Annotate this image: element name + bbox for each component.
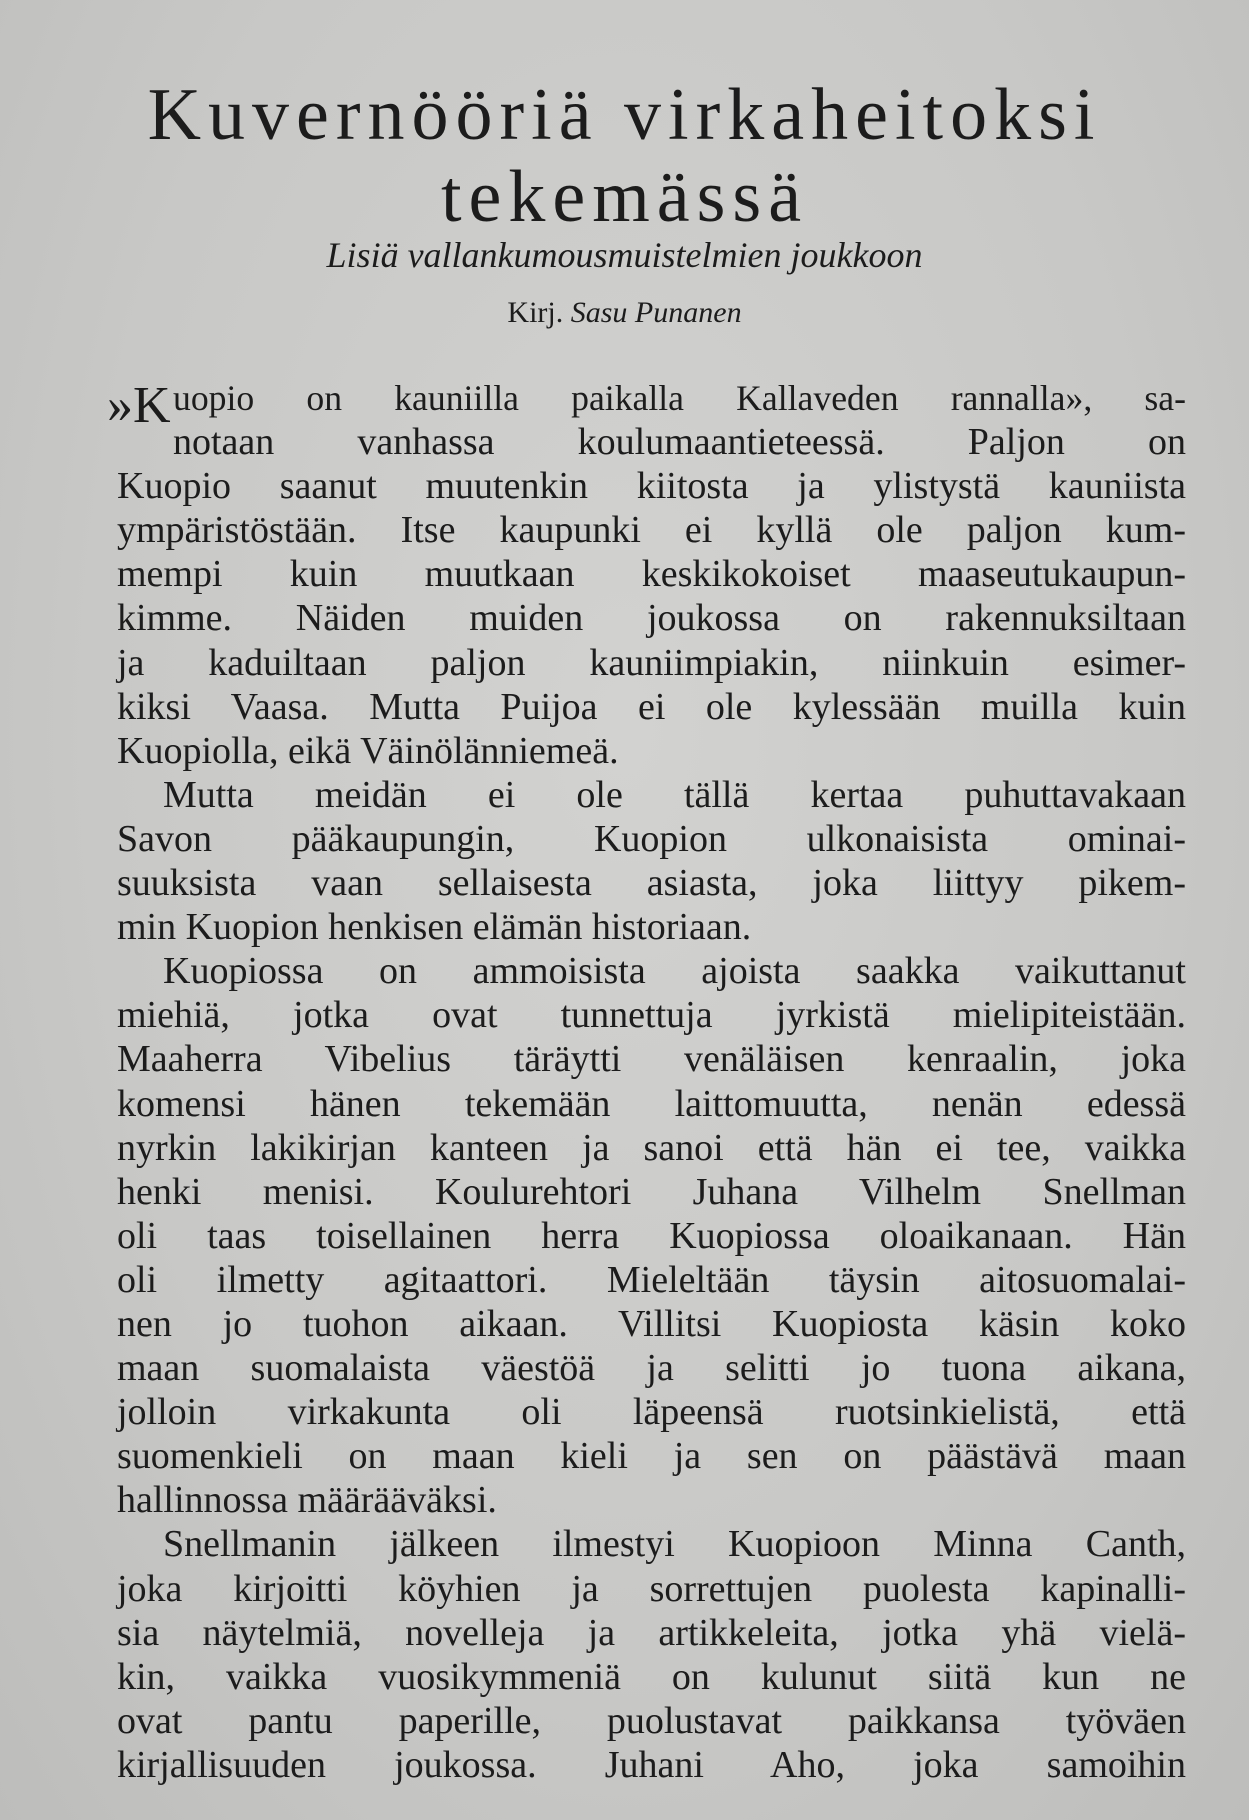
body-line: miehiä, jotka ovat tunnettuja jyrkistä mielipiteistään. bbox=[117, 994, 1186, 1037]
body-line: Snellmanin jälkeen ilmestyi Kuopioon Minna Canth, bbox=[163, 1523, 1186, 1566]
body-line: Kuopiolla, eikä Väinölänniemeä. bbox=[117, 729, 619, 772]
body-line: min Kuopion henkisen elämän historiaan. bbox=[117, 906, 752, 949]
body-line: henki menisi. Koulurehtori Juhana Vilhelm Snellman bbox=[117, 1170, 1186, 1213]
article-title-line-2: tekemässä bbox=[440, 156, 809, 238]
article-byline bbox=[0, 296, 1249, 330]
body-line-text: uopio on kauniilla paikalla Kallaveden rannalla», sa- bbox=[173, 378, 1186, 418]
body-line: kirjallisuuden joukossa. Juhani Aho, joka samoihin bbox=[117, 1743, 1186, 1786]
body-line: komensi hänen tekemään laittomuutta, nenän edessä bbox=[117, 1082, 1186, 1125]
byline-prefix: Kirj. bbox=[507, 296, 564, 329]
body-line: ja kaduiltaan paljon kauniimpiakin, niinkuin esimer- bbox=[117, 641, 1186, 684]
body-line: ympäristöstään. Itse kaupunki ei kyllä ole paljon kum- bbox=[117, 509, 1186, 552]
article-subtitle: Lisiä vallankumousmuistelmien joukkoon bbox=[326, 235, 923, 275]
body-line: kimme. Näiden muiden joukossa on rakennuksiltaan bbox=[117, 597, 1186, 640]
body-line bbox=[107, 376, 1186, 434]
body-line: Maaherra Vibelius täräytti venäläisen kenraalin, joka bbox=[117, 1038, 1186, 1081]
body-line: Kuopio saanut muutenkin kiitosta ja ylistystä kauniista bbox=[117, 465, 1186, 508]
body-line: sia näytelmiä, novelleja ja artikkeleita, jotka yhä vielä- bbox=[117, 1611, 1186, 1654]
article-body bbox=[107, 376, 1186, 1787]
body-line: notaan vanhassa koulumaantieteessä. Paljon on bbox=[173, 421, 1186, 464]
body-line: Savon pääkaupungin, Kuopion ulkonaisista ominai- bbox=[117, 817, 1186, 860]
body-line: kin, vaikka vuosikymmeniä on kulunut siitä kun ne bbox=[117, 1655, 1186, 1698]
article-title-line-1: Kuvernööriä virkaheitoksi bbox=[147, 74, 1102, 156]
body-line: jolloin virkakunta oli läpeensä ruotsinkielistä, että bbox=[117, 1391, 1186, 1434]
byline-author: Sasu Punanen bbox=[570, 296, 742, 329]
body-line: maan suomalaista väestöä ja selitti jo tuona aikana, bbox=[117, 1347, 1186, 1390]
body-line: suomenkieli on maan kieli ja sen on päästävä maan bbox=[117, 1435, 1186, 1478]
body-line: nyrkin lakikirjan kanteen ja sanoi että hän ei tee, vaikka bbox=[117, 1126, 1186, 1169]
body-line: suuksista vaan sellaisesta asiasta, joka liittyy pikem- bbox=[117, 862, 1186, 905]
body-line: joka kirjoitti köyhien ja sorrettujen puolesta kapinalli- bbox=[117, 1567, 1186, 1610]
drop-cap: »K bbox=[107, 377, 171, 434]
body-line: mempi kuin muutkaan keskikokoiset maaseutukaupun- bbox=[117, 553, 1186, 596]
body-line: hallinnossa määrääväksi. bbox=[117, 1479, 497, 1522]
body-line: kiksi Vaasa. Mutta Puijoa ei ole kylessään muilla kuin bbox=[117, 685, 1186, 728]
body-line: Kuopiossa on ammoisista ajoista saakka vaikuttanut bbox=[163, 950, 1186, 993]
body-line: ovat pantu paperille, puolustavat paikkansa työväen bbox=[117, 1699, 1186, 1742]
body-line: oli ilmetty agitaattori. Mieleltään täysin aitosuomalai- bbox=[117, 1258, 1186, 1301]
body-line: nen jo tuohon aikaan. Villitsi Kuopiosta käsin koko bbox=[117, 1302, 1186, 1345]
body-line: Mutta meidän ei ole tällä kertaa puhuttavakaan bbox=[163, 773, 1186, 816]
body-line: oli taas toisellainen herra Kuopiossa oloaikanaan. Hän bbox=[117, 1214, 1186, 1257]
